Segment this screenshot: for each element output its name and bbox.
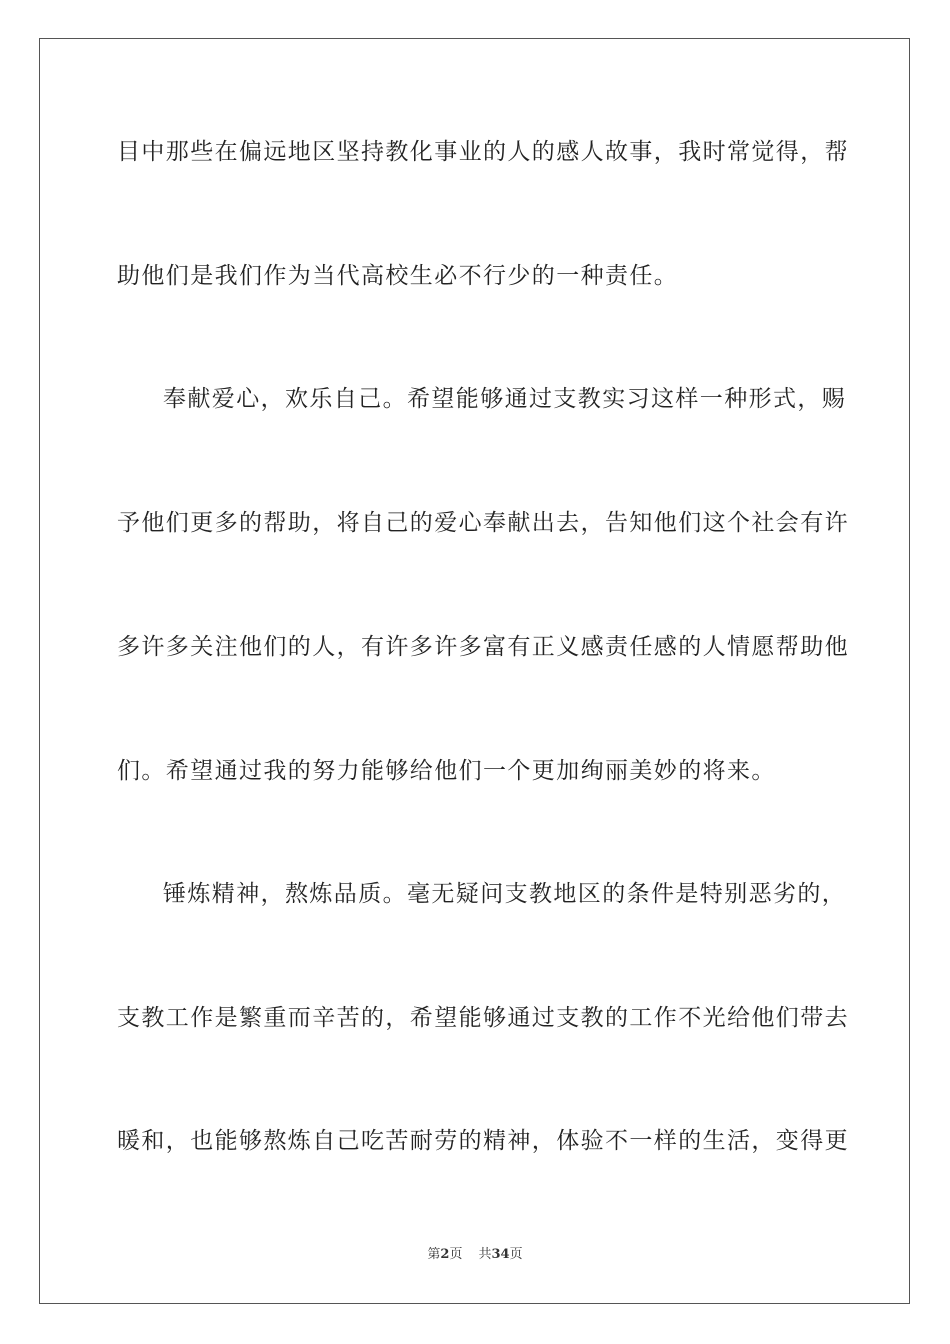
footer-page-number: 2 (440, 1247, 450, 1262)
footer-page-prefix: 第 (427, 1247, 441, 1262)
footer-total-pages: 34 (491, 1247, 510, 1262)
text-line: 多许多关注他们的人，有许多许多富有正义感责任感的人情愿帮助他 (117, 634, 849, 660)
footer-page-suffix: 页 (449, 1247, 463, 1262)
text-line: 暖和，也能够熬炼自己吃苦耐劳的精神，体验不一样的生活，变得更 (117, 1128, 849, 1154)
footer-total-suffix: 页 (509, 1247, 523, 1262)
page-border (39, 38, 910, 1304)
text-line: 目中那些在偏远地区坚持教化事业的人的感人故事，我时常觉得，帮 (117, 139, 849, 165)
text-line: 予他们更多的帮助，将自己的爱心奉献出去，告知他们这个社会有许 (117, 510, 849, 536)
paragraph-start-line: 锤炼精神，熬炼品质。毫无疑问支教地区的条件是特别恶劣的， (163, 881, 847, 907)
paragraph-start-line: 奉献爱心，欢乐自己。希望能够通过支教实习这样一种形式，赐 (163, 386, 847, 412)
page-footer (0, 1246, 950, 1264)
text-line: 支教工作是繁重而辛苦的，希望能够通过支教的工作不光给他们带去 (117, 1005, 849, 1031)
text-line: 们。希望通过我的努力能够给他们一个更加绚丽美妙的将来。 (117, 758, 776, 784)
text-line: 助他们是我们作为当代高校生必不行少的一种责任。 (117, 263, 679, 289)
footer-total-prefix: 共 (478, 1247, 492, 1262)
